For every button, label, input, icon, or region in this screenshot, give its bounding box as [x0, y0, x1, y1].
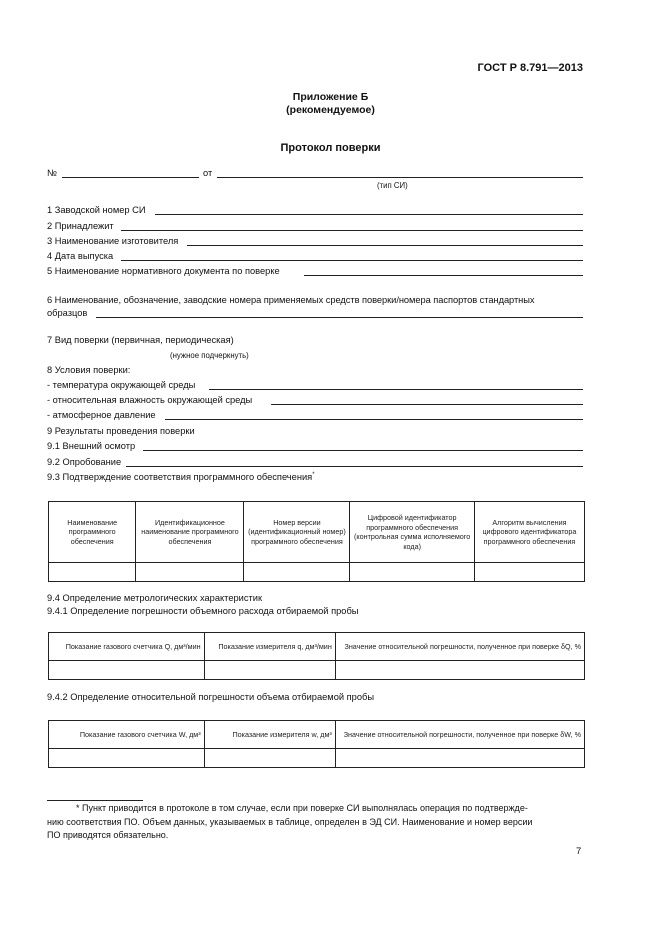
footnote-marker: * [312, 472, 315, 478]
field-normdoc-label: 5 Наименование нормативного документа по поверке [47, 266, 280, 276]
table-header-cell: Значение относительной погрешности, полученное при поверке δW, % [335, 721, 584, 749]
from-label: от [203, 168, 213, 178]
table-header-row [49, 633, 585, 661]
table-header-cell: Значение относительной погрешности, полученное при поверке δQ, % [335, 633, 584, 661]
appendix-title: Приложение Б [292, 91, 369, 103]
table-header-cell: Номер версии (идентификационный номер) программного обеспечения [244, 502, 350, 563]
table-header-cell: Наименование программного обеспечения [49, 502, 136, 563]
appendix-subtitle: (рекомендуемое) [286, 104, 375, 116]
type-hint: (тип СИ) [377, 181, 408, 190]
table-row [49, 749, 585, 768]
table-cell[interactable] [204, 749, 335, 768]
field-humidity-label: - относительная влажность окружающей среды [47, 395, 253, 405]
footnote-line-1: * Пункт приводится в протоколе в том случае, если при поверке СИ выполнялась операция по подтвержде- [76, 803, 528, 813]
section-941-title: 9.4.1 Определение погрешности объемного расхода отбираемой пробы [47, 606, 359, 616]
footnote-line-2: нию соответствия ПО. Объем данных, указываемых в таблице, определен в ЭД СИ. Наименование и номер версии [47, 817, 533, 827]
software-table [48, 501, 585, 582]
table-row [49, 661, 585, 680]
table-cell[interactable] [49, 661, 205, 680]
footnote-rule [47, 800, 143, 801]
field-date-label: 4 Дата выпуска [47, 251, 114, 261]
number-field[interactable] [62, 177, 199, 178]
field-temperature-label: - температура окружающей среды [47, 380, 196, 390]
section-94-title: 9.4 Определение метрологических характеристик [47, 593, 263, 603]
field-testing-input[interactable] [126, 466, 583, 467]
field-software-label: 9.3 Подтверждение соответствия программного обеспечения* [47, 472, 315, 483]
field-means-label-cont: образцов [47, 308, 88, 318]
standard-number: ГОСТ Р 8.791—2013 [477, 62, 583, 74]
table-cell[interactable] [350, 563, 474, 582]
table-cell[interactable] [335, 661, 584, 680]
field-means-label: 6 Наименование, обозначение, заводские номера применяемых средств поверки/номера паспортов стандартных [47, 295, 535, 305]
field-pressure-input[interactable] [165, 419, 583, 420]
field-normdoc-input[interactable] [304, 275, 583, 276]
table-header-cell: Показание измерителя w, дм³ [204, 721, 335, 749]
field-owner-input[interactable] [121, 230, 583, 231]
field-date-input[interactable] [121, 260, 583, 261]
table-header-row [49, 502, 585, 563]
table-header-cell: Цифровой идентификатор программного обеспечения (контрольная сумма исполняемого кода) [350, 502, 474, 563]
table-header-row [49, 721, 585, 749]
field-results-label: 9 Результаты проведения поверки [47, 426, 195, 436]
field-conditions-label: 8 Условия поверки: [47, 365, 131, 375]
field-visual-input[interactable] [143, 450, 583, 451]
field-serial-input[interactable] [155, 214, 583, 215]
field-verification-type-label: 7 Вид поверки (первичная, периодическая) [47, 335, 234, 345]
page-number: 7 [576, 846, 582, 857]
table-header-cell: Показание измерителя q, дм³/мин [204, 633, 335, 661]
table-header-cell: Показание газового счетчика W, дм³ [49, 721, 205, 749]
section-942-title: 9.4.2 Определение относительной погрешности объема отбираемой пробы [47, 692, 375, 702]
volume-table [48, 720, 585, 768]
table-cell[interactable] [204, 661, 335, 680]
protocol-title: Протокол поверки [280, 142, 381, 154]
field-testing-label: 9.2 Опробование [47, 457, 122, 467]
field-verification-type-hint: (нужное подчеркнуть) [170, 351, 249, 360]
field-means-input[interactable] [96, 317, 583, 318]
table-header-cell: Показание газового счетчика Q, дм³/мин [49, 633, 205, 661]
field-temperature-input[interactable] [209, 389, 583, 390]
table-cell[interactable] [49, 749, 205, 768]
field-humidity-input[interactable] [271, 404, 583, 405]
field-visual-label: 9.1 Внешний осмотр [47, 441, 136, 451]
field-manufacturer-input[interactable] [187, 245, 583, 246]
table-header-cell: Идентификационное наименование программного обеспечения [136, 502, 244, 563]
table-cell[interactable] [244, 563, 350, 582]
table-cell[interactable] [49, 563, 136, 582]
field-owner-label: 2 Принадлежит [47, 221, 114, 231]
field-manufacturer-label: 3 Наименование изготовителя [47, 236, 179, 246]
number-label: № [47, 168, 57, 178]
table-row [49, 563, 585, 582]
footnote-line-3: ПО приводятся обязательно. [47, 830, 169, 840]
table-header-cell: Алгоритм вычисления цифрового идентификатора программного обеспечения [474, 502, 584, 563]
field-serial-label: 1 Заводской номер СИ [47, 205, 146, 215]
table-cell[interactable] [335, 749, 584, 768]
si-type-field[interactable] [217, 177, 583, 178]
table-cell[interactable] [474, 563, 584, 582]
flow-table [48, 632, 585, 680]
field-pressure-label: - атмосферное давление [47, 410, 156, 420]
table-cell[interactable] [136, 563, 244, 582]
